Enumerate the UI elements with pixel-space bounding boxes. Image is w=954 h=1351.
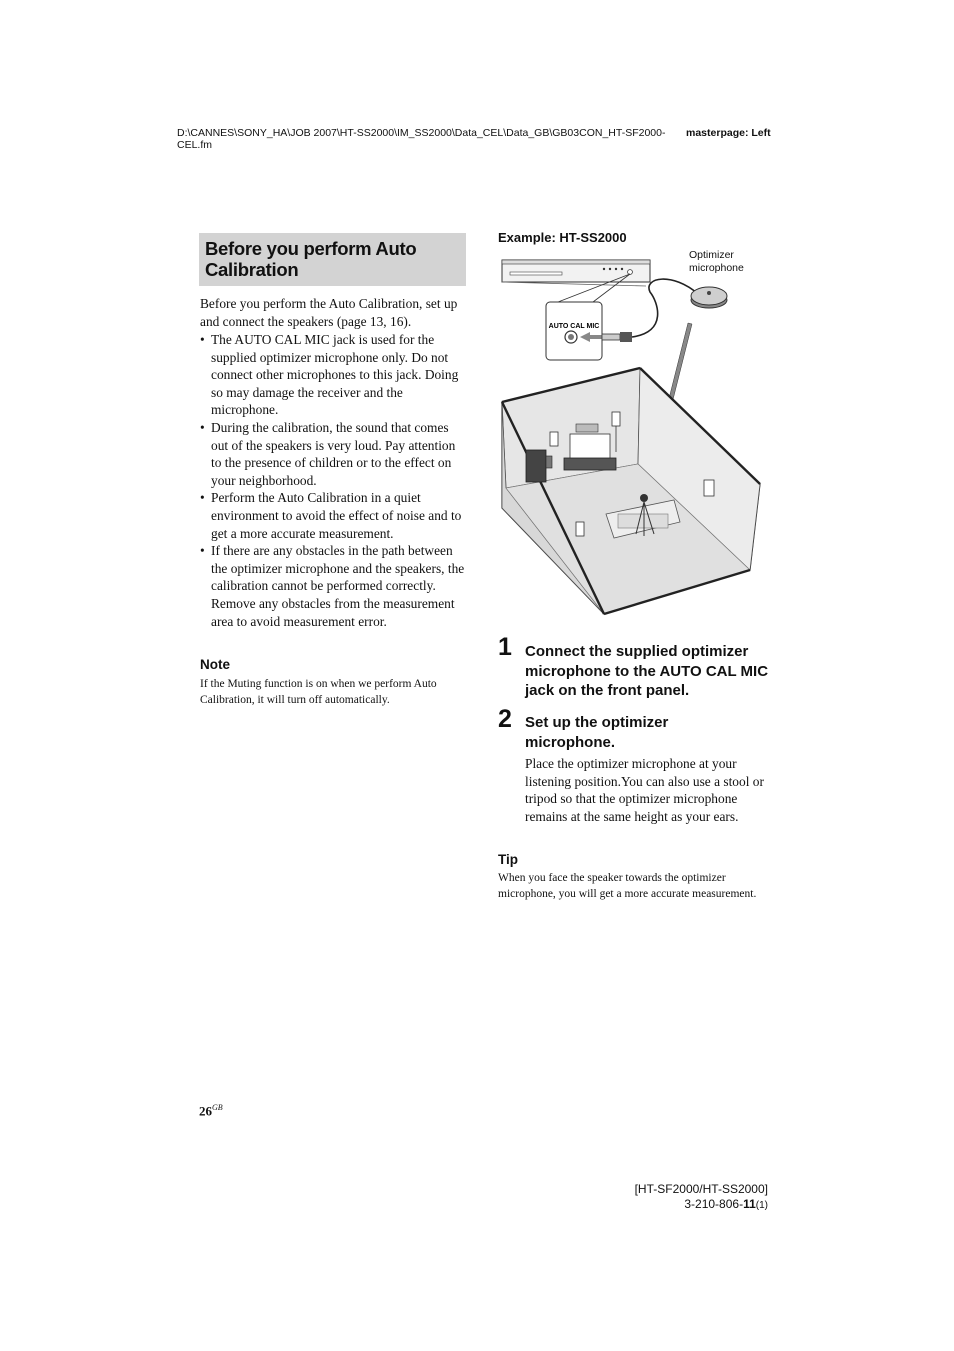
part-number: 3-210-806-11(1) (684, 1197, 768, 1211)
page-number-suffix: GB (212, 1103, 223, 1112)
list-item: • Perform the Auto Calibration in a quiet environment to avoid the effect of noise and to get a more accurate measurement. (200, 489, 466, 542)
tip-heading: Tip (498, 852, 518, 867)
example-heading: Example: HT-SS2000 (498, 230, 627, 245)
receiver-unit (502, 260, 650, 286)
room-illustration (502, 368, 760, 614)
step-title: Connect the supplied optimizer microphone to the AUTO CAL MIC jack on the front panel. (525, 643, 769, 700)
header-file-path: D:\CANNES\SONY_HA\JOB 2007\HT-SS2000\IM_SS2000\Data_CEL\Data_GB\GB03CON_HT-SF2000-CEL.fm (177, 127, 666, 151)
footer-model-code (560, 1182, 768, 1213)
section-title: Before you perform Auto Calibration (205, 238, 417, 280)
page-number (199, 1103, 223, 1119)
note-heading: Note (200, 657, 230, 672)
microphone-icon (691, 287, 727, 308)
tip-text: When you face the speaker towards the optimizer microphone, you will get a more accurate measurement. (498, 872, 757, 900)
page-number-value: 26 (199, 1103, 212, 1119)
step-number: 2 (498, 705, 512, 733)
list-item: • If there are any obstacles in the path between the optimizer microphone and the speakers, the calibration cannot be performed correctly. Remove any obstacles from the measurement area to avoid measurement error. (200, 542, 466, 630)
list-item: • The AUTO CAL MIC jack is used for the supplied optimizer microphone only. Do not connect other microphones to this jack. Doing so may damage the receiver and the microphone. (200, 331, 466, 419)
mic-label: Optimizer microphone (689, 249, 744, 274)
precaution-list (200, 331, 466, 630)
step-body: Place the optimizer microphone at your listening position.You can also use a stool or tripod so that the optimizer microphone remains at the same height as your ears. (525, 756, 764, 824)
list-item: • During the calibration, the sound that comes out of the speakers is very loud. Pay attention to the presence of children or to the effect on your neighborhood. (200, 419, 466, 489)
intro-paragraph: Before you perform the Auto Calibration, set up and connect the speakers (page 13, 16). (200, 296, 458, 329)
setup-illustration (498, 252, 768, 624)
model-name: [HT-SF2000/HT-SS2000] (634, 1182, 768, 1196)
header-masterpage: masterpage: Left (686, 127, 771, 139)
jack-label: AUTO CAL MIC (548, 323, 600, 330)
step-number: 1 (498, 633, 512, 661)
note-text: If the Muting function is on when we perform Auto Calibration, it will turn off automatically. (200, 678, 437, 706)
step-title: Set up the optimizer microphone. (525, 714, 669, 751)
